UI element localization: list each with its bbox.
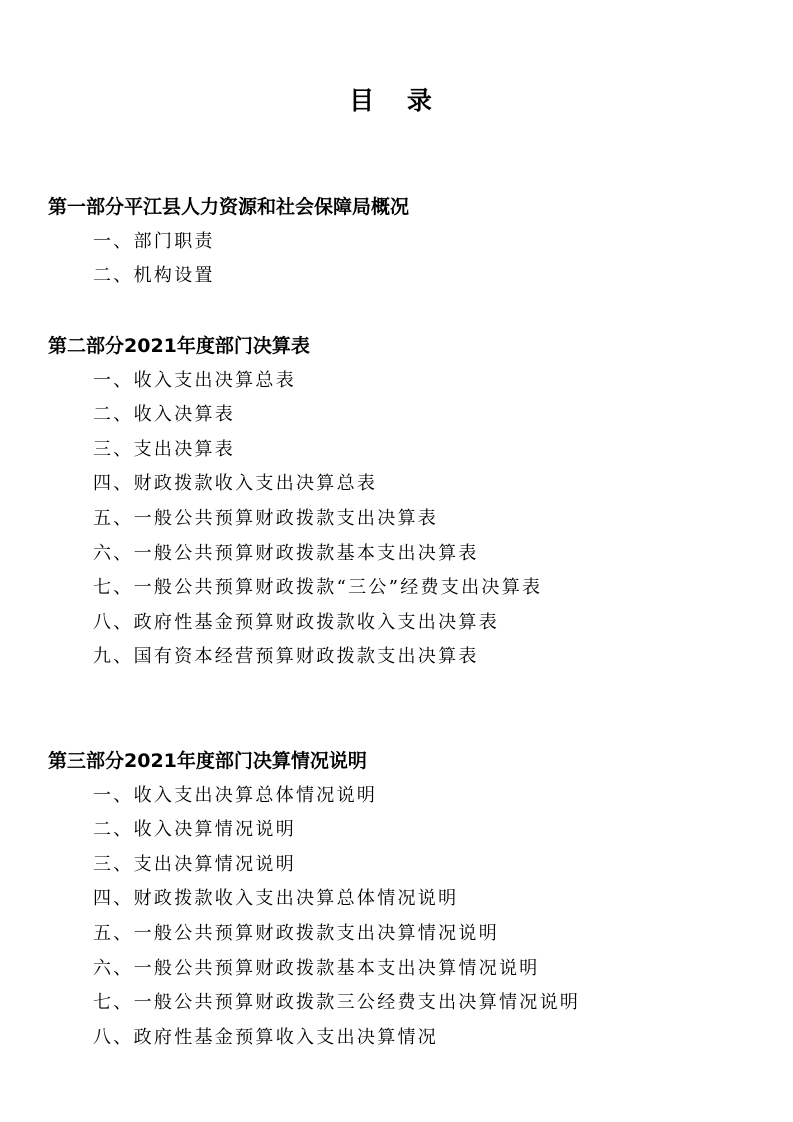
toc-item-list (48, 364, 748, 675)
toc-section-part-three (48, 744, 748, 1055)
toc-item-list (48, 225, 748, 294)
toc-item: 二、收入决算情况说明 (93, 819, 296, 841)
toc-item: 三、支出决算情况说明 (93, 853, 296, 875)
toc-item: 六、一般公共预算财政拨款基本支出决算情况说明 (93, 957, 540, 979)
toc-item: 六、一般公共预算财政拨款基本支出决算表 (93, 542, 479, 564)
toc-item: 七、一般公共预算财政拨款三公经费支出决算情况说明 (93, 992, 581, 1014)
toc-section-part-one (48, 190, 748, 294)
toc-item: 四、财政拨款收入支出决算总表 (93, 473, 378, 495)
section-heading: 第三部分2021年度部门决算情况说明 (48, 750, 367, 772)
toc-item: 九、国有资本经营预算财政拨款支出决算表 (93, 646, 479, 668)
toc-item: 五、一般公共预算财政拨款支出决算表 (93, 507, 439, 529)
toc-item: 五、一般公共预算财政拨款支出决算情况说明 (93, 922, 499, 944)
toc-item: 八、政府性基金预算收入支出决算情况 (93, 1026, 439, 1048)
toc-item: 三、支出决算表 (93, 438, 236, 460)
toc-item: 八、政府性基金预算财政拨款收入支出决算表 (93, 611, 499, 633)
toc-item: 四、财政拨款收入支出决算总体情况说明 (93, 888, 459, 910)
toc-section-part-two (48, 329, 748, 675)
page-title: 目 录 (349, 86, 444, 115)
toc-item: 二、机构设置 (93, 265, 215, 287)
toc-item: 一、收入支出决算总体情况说明 (93, 784, 378, 806)
toc-item: 一、部门职责 (93, 230, 215, 252)
toc-item: 二、收入决算表 (93, 404, 236, 426)
toc-item: 七、一般公共预算财政拨款“三公”经费支出决算表 (93, 577, 543, 599)
section-heading: 第一部分平江县人力资源和社会保障局概况 (48, 196, 410, 218)
toc-item: 一、收入支出决算总表 (93, 369, 296, 391)
section-heading: 第二部分2021年度部门决算表 (48, 335, 310, 357)
toc-item-list (48, 779, 748, 1056)
